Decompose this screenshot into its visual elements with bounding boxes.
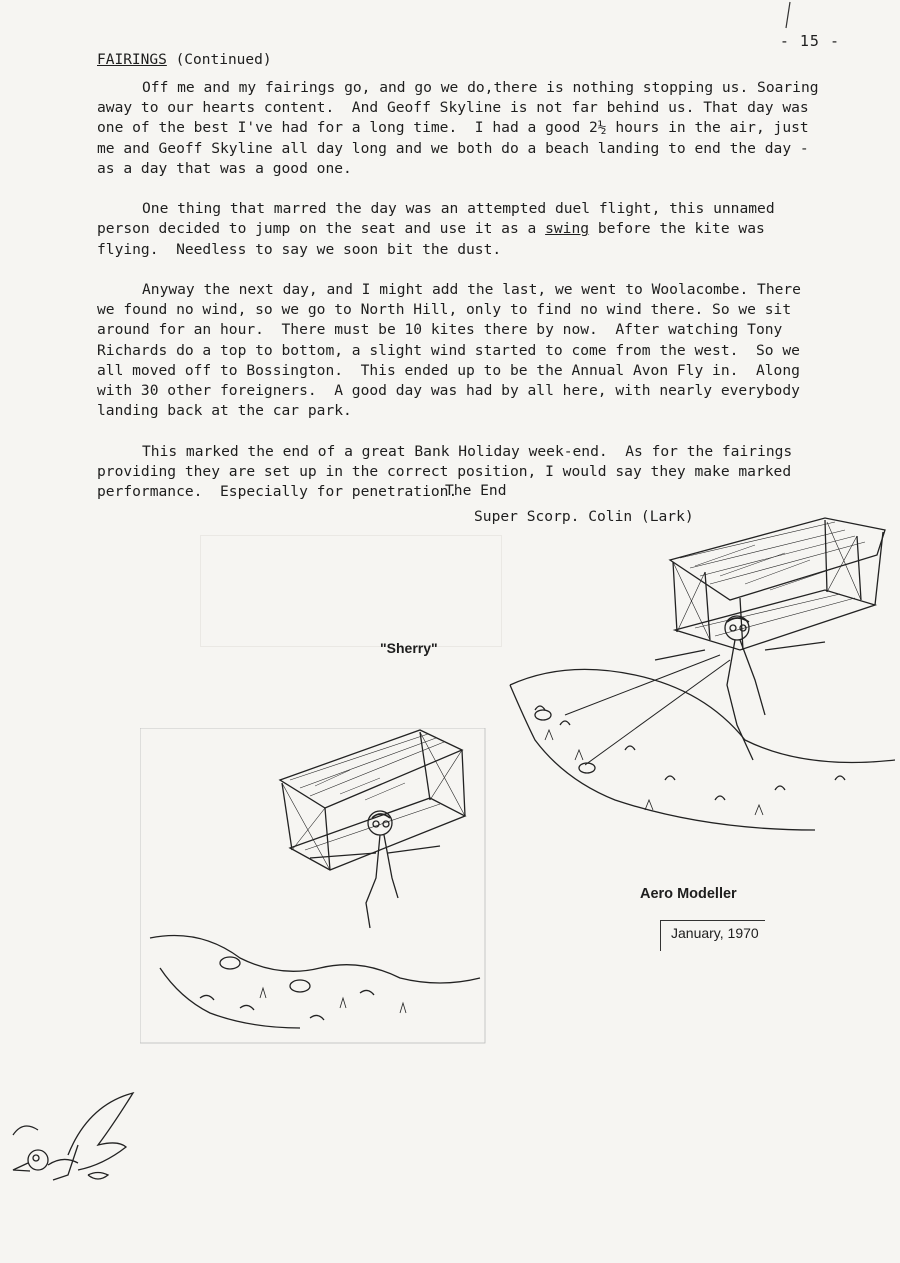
paragraph-3: Anyway the next day, and I might add the last, we went to Woolacombe. There we found no wind, so we go to North Hill, only to find no wind there. So we sit around for an hour. There must be 10 kites there by now. After watching Tony Richards do a top to bottom, a slight wind started to come from the west. So we all moved off to Bossington. This ended up to be the Annual Avon Fly in. Along with 30 other foreigners. A good day was had by all here, with nearly everybody landing back at the car park. — [97, 281, 810, 420]
page-number: - 15 - — [779, 32, 840, 50]
article-body — [97, 78, 827, 522]
cartoon-caption: "Sherry" — [380, 640, 438, 656]
heading-title: FAIRINGS — [97, 52, 167, 68]
paragraph-1: Off me and my fairings go, and go we do,there is nothing stopping us. Soaring away to our hearts content. And Geoff Skyline is not far behind us. That day was one of the best I've had for a long time. I had a good 2½ hours in the air, just me and Geoff Skyline all day long and we both do a beach landing to end the day - as a day that was a good one. — [97, 79, 828, 177]
paragraph-2-end: before the kite was flying. Needless to say we soon bit the dust. — [97, 220, 774, 258]
article-heading — [97, 52, 272, 68]
bird-doodle — [8, 1085, 138, 1195]
credit-publication: Aero Modeller — [640, 886, 737, 902]
underlined-word: swing — [545, 220, 590, 238]
the-end-line: The End — [445, 482, 507, 499]
paragraph-4: This marked the end of a great Bank Holiday week-end. As for the fairings providing they are set up in the correct position, I would say they make marked performance. Especially for penetration. — [97, 442, 801, 501]
cartoon-glider-launch — [140, 728, 490, 1048]
author-signature: Super Scorp. Colin (Lark) — [474, 508, 694, 525]
credit-date: January, 1970 — [660, 920, 765, 951]
bleed-through-box — [200, 535, 502, 647]
heading-suffix: (Continued) — [175, 52, 272, 68]
paragraph-2-start: One thing that marred the day was an attempted duel flight, this unnamed person decided to jump on the seat and use it as a — [97, 200, 784, 238]
paragraph-2 — [97, 199, 827, 260]
cartoon-glider-hillside — [505, 510, 895, 840]
